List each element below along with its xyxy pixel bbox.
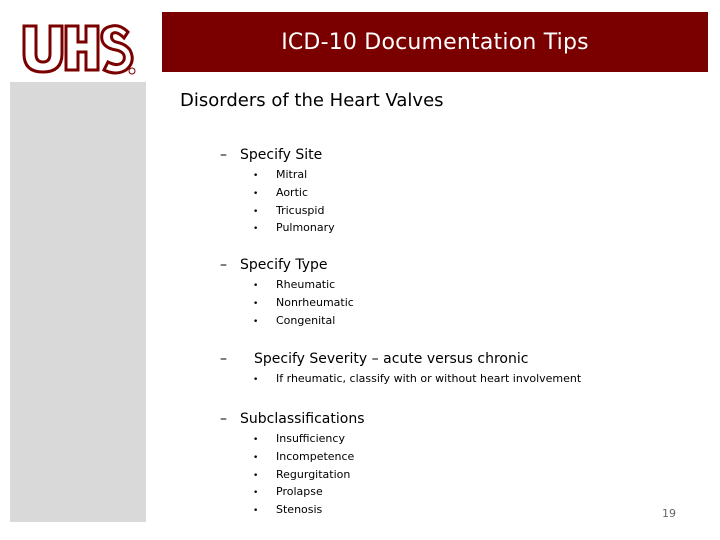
bullet: •: [253, 506, 259, 517]
dash-marker: –: [220, 257, 227, 273]
section-title: Subclassifications: [240, 411, 365, 427]
bullet: •: [253, 488, 259, 499]
section-title: Specify Severity – acute versus chronic: [254, 351, 529, 367]
page-number: 19: [662, 507, 676, 520]
list-item: • Nonrheumatic: [253, 295, 354, 313]
slide-heading: Disorders of the Heart Valves: [180, 90, 444, 111]
severity-list: [220, 371, 581, 389]
list-item: • Incompetence: [253, 449, 365, 467]
list-item: • Tricuspid: [253, 203, 335, 221]
side-panel: [10, 82, 146, 522]
bullet: •: [253, 281, 259, 291]
title-banner: [162, 12, 708, 72]
list-item: • If rheumatic, classify with or without heart involvement: [253, 371, 581, 389]
bullet: •: [253, 206, 259, 217]
uhs-logo: [20, 20, 136, 76]
section-title: Specify Site: [240, 147, 323, 163]
bullet: •: [253, 188, 259, 199]
bullet: •: [253, 224, 259, 235]
section-title: Specify Type: [240, 257, 328, 273]
dash-marker: –: [220, 411, 227, 427]
list-item: • Insufficiency: [253, 431, 365, 449]
list-item: • Congenital: [253, 313, 354, 331]
list-item: • Mitral: [253, 167, 335, 185]
bullet: •: [253, 316, 259, 327]
bullet: •: [253, 470, 259, 481]
section-specify-site: [220, 147, 335, 238]
site-list: [220, 167, 335, 238]
dash-marker: –: [220, 147, 227, 163]
bullet: •: [253, 435, 259, 445]
section-specify-type: [220, 257, 354, 330]
bullet: •: [253, 452, 259, 463]
dash-marker: –: [220, 351, 227, 367]
type-list: [220, 277, 354, 330]
list-item: • Rheumatic: [253, 277, 354, 295]
slide-title: ICD-10 Documentation Tips: [281, 29, 589, 55]
list-item: • Regurgitation: [253, 467, 365, 485]
section-subclassifications: [220, 411, 365, 520]
section-specify-severity: [220, 351, 581, 389]
bullet: •: [253, 298, 259, 309]
list-item: • Pulmonary: [253, 220, 335, 238]
bullet: •: [253, 171, 259, 181]
bullet: •: [253, 375, 259, 385]
list-item: • Prolapse: [253, 484, 365, 502]
subclass-list: [220, 431, 365, 520]
list-item: • Aortic: [253, 185, 335, 203]
list-item: • Stenosis: [253, 502, 365, 520]
